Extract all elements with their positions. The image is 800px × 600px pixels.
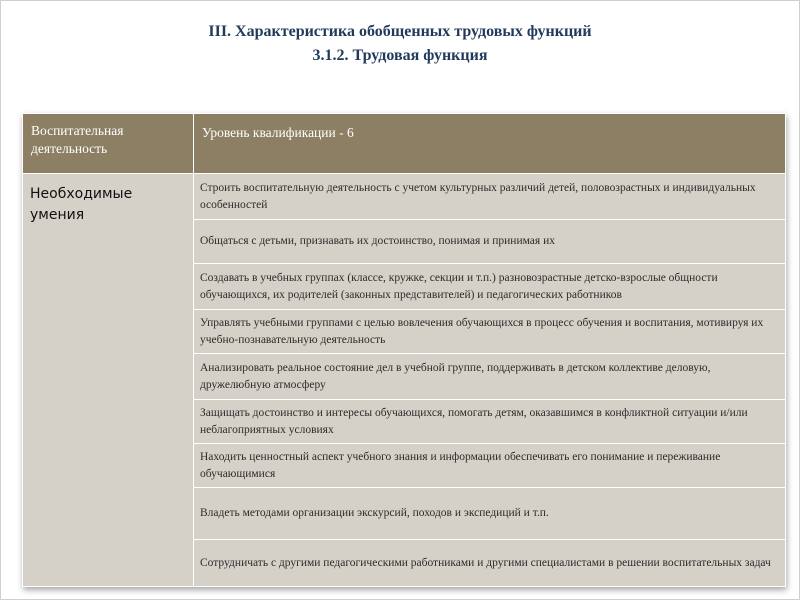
list-item <box>194 488 785 540</box>
skill-text: Управлять учебными группами с целью вовлечения обучающихся в процесс обучения и воспитания, мотивируя их учебно-познавательную деятельность <box>200 316 764 346</box>
title-line-1: III. Характеристика обобщенных трудовых функций <box>208 23 592 40</box>
header-activity: Воспитательная деятельность <box>23 114 194 174</box>
skill-text: Владеть методами организации экскурсий, походов и экспедиций и т.п. <box>200 507 549 519</box>
skill-text: Сотрудничать с другими педагогическими работниками и другими специалистами в решении воспитательных задач <box>200 556 771 569</box>
skills-table <box>22 113 786 587</box>
skill-text: Создавать в учебных группах (классе, кружке, секции и т.п.) разновозрастные детско-взрослые общности обучающихся, их родителей (законных представителей) и педагогических работников <box>200 271 718 301</box>
side-label-required-skills: Необходимые умения <box>23 174 194 587</box>
list-item <box>194 354 785 400</box>
list-item <box>194 540 785 586</box>
slide-title <box>0 20 800 68</box>
list-item <box>194 444 785 488</box>
table-header-row <box>23 114 786 174</box>
list-item <box>194 174 785 220</box>
skill-text: Защищать достоинство и интересы обучающихся, помогать детям, оказавшимся в конфликтной ситуации и/или неблагоприятных условиях <box>200 406 748 436</box>
skill-text: Анализировать реальное состояние дел в учебной группе, поддерживать в детском коллективе деловую, дружелюбную атмосферу <box>200 361 711 391</box>
skill-text: Находить ценностный аспект учебного знания и информации обеспечивать его понимание и переживание обучающимися <box>200 450 721 480</box>
table-body-row <box>23 174 786 587</box>
title-line-2: 3.1.2. Трудовая функция <box>312 47 488 64</box>
skill-text: Общаться с детьми, признавать их достоинство, понимая и принимая их <box>200 235 555 247</box>
list-item <box>194 264 785 310</box>
header-qualification-level: Уровень квалификации - 6 <box>194 114 786 174</box>
skill-text: Строить воспитательную деятельность с учетом культурных различий детей, половозрастных и индивидуальных особенностей <box>200 181 756 211</box>
list-item <box>194 220 785 264</box>
list-item <box>194 400 785 444</box>
list-item <box>194 310 785 354</box>
skills-list <box>194 174 786 587</box>
